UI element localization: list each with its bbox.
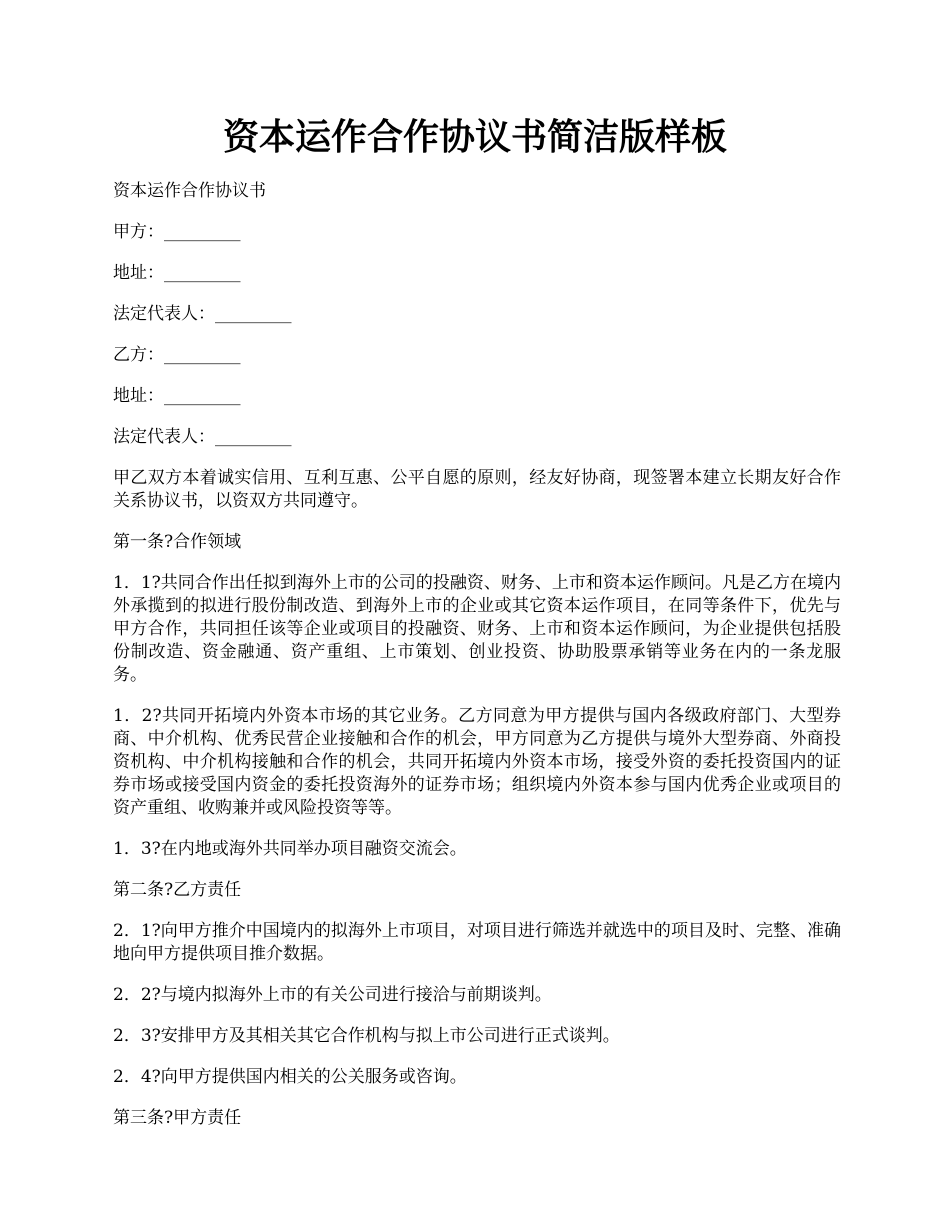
- party-a-line: 甲方：_________: [113, 222, 241, 242]
- party-a-address-line: 地址：_________: [113, 263, 241, 283]
- article-3-heading: 第三条?甲方责任: [113, 1108, 242, 1128]
- clause-2-1: 2．1?向甲方推介中国境内的拟海外上市项目，对项目进行筛选并就选中的项目及时、完整、准确地向甲方提供项目推介数据。: [113, 921, 841, 964]
- party-a-representative-line: 法定代表人：_________: [113, 304, 292, 324]
- clause-1-3: 1．3?在内地或海外共同举办项目融资交流会。: [113, 839, 467, 859]
- article-1-heading: 第一条?合作领域: [113, 532, 242, 552]
- clause-1-1: 1．1?共同合作出任拟到海外上市的公司的投融资、财务、上市和资本运作顾问。凡是乙方在境内外承揽到的拟进行股份制改造、到海外上市的企业或其它资本运作项目，在同等条件下，优先与甲方合作，共同担任该等企业或项目的投融资、财务、上市和资本运作顾问，为企业提供包括股份制改造、资金融通、资产重组、上市策划、创业投资、协助股票承销等业务在内的一条龙服务。: [113, 573, 841, 685]
- preamble-paragraph: 甲乙双方本着诚实信用、互利互惠、公平自愿的原则，经友好协商，现签署本建立长期友好合作关系协议书，以资双方共同遵守。: [113, 468, 841, 511]
- clause-2-3: 2．3?安排甲方及其相关其它合作机构与拟上市公司进行正式谈判。: [113, 1026, 620, 1046]
- doc-subtitle: 资本运作合作协议书: [113, 181, 266, 201]
- party-b-representative-line: 法定代表人：_________: [113, 427, 292, 447]
- party-b-line: 乙方：_________: [113, 345, 241, 365]
- document-body: [113, 180, 841, 1148]
- article-2-heading: 第二条?乙方责任: [113, 880, 242, 900]
- document-title: 资本运作合作协议书简洁版样板: [222, 116, 727, 158]
- clause-2-2: 2．2?与境内拟海外上市的有关公司进行接洽与前期谈判。: [113, 985, 552, 1005]
- party-b-address-line: 地址：_________: [113, 386, 241, 406]
- clause-1-2: 1．2?共同开拓境内外资本市场的其它业务。乙方同意为甲方提供与国内各级政府部门、大型券商、中介机构、优秀民营企业接触和合作的机会，甲方同意为乙方提供与境外大型券商、外商投资机构、中介机构接触和合作的机会，共同开拓境内外资本市场，接受外资的委托投资国内的证券市场或接受国内资金的委托投资海外的证券市场；组织境内外资本参与国内优秀企业或项目的资产重组、收购兼并或风险投资等等。: [113, 706, 841, 818]
- clause-2-4: 2．4?向甲方提供国内相关的公关服务或咨询。: [113, 1067, 467, 1087]
